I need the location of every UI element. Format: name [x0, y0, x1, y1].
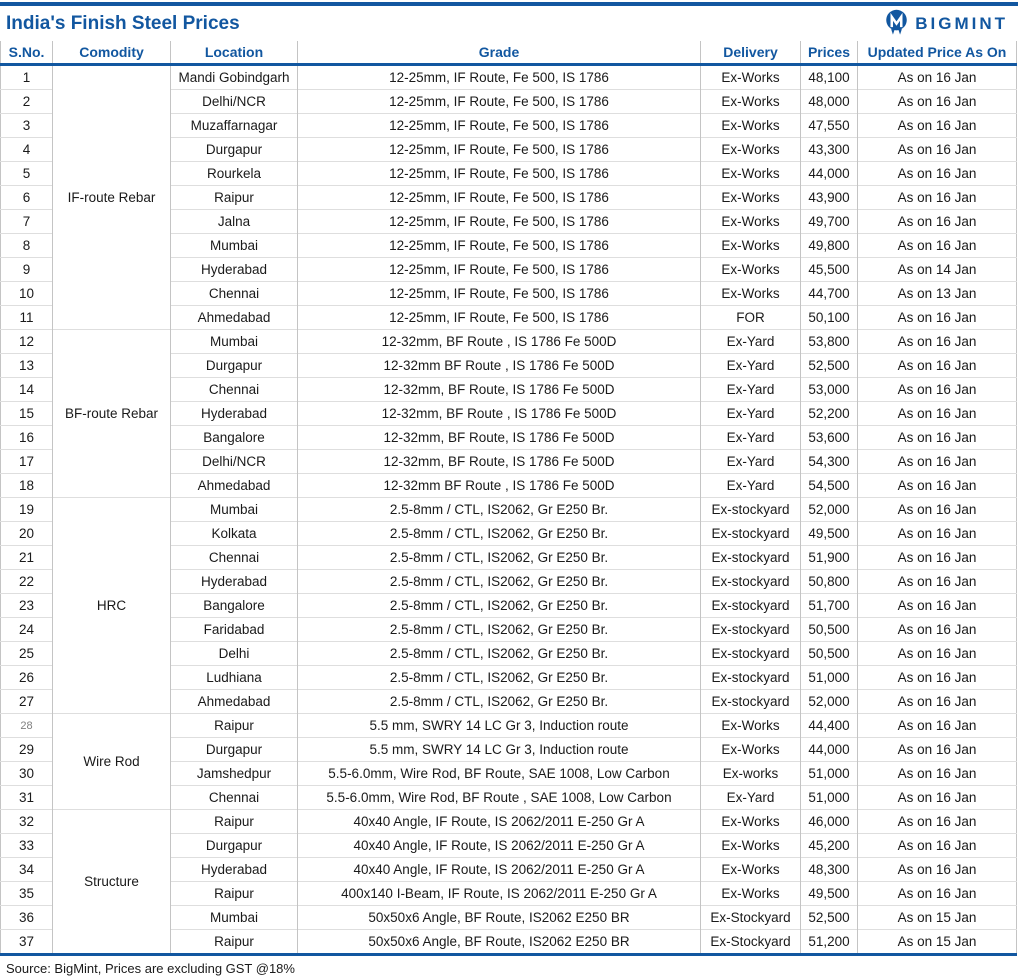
updated-cell: As on 16 Jan	[858, 714, 1017, 738]
updated-cell: As on 14 Jan	[858, 258, 1017, 282]
delivery-cell: Ex-Yard	[701, 402, 801, 426]
delivery-cell: Ex-Works	[701, 234, 801, 258]
delivery-cell: Ex-Works	[701, 738, 801, 762]
location-cell: Ahmedabad	[171, 474, 298, 498]
grade-cell: 40x40 Angle, IF Route, IS 2062/2011 E-250 Gr A	[298, 810, 701, 834]
grade-cell: 2.5-8mm / CTL, IS2062, Gr E250 Br.	[298, 690, 701, 714]
location-cell: Durgapur	[171, 354, 298, 378]
bigmint-logo	[883, 9, 1008, 39]
delivery-cell: Ex-Works	[701, 90, 801, 114]
price-cell: 43,900	[801, 186, 858, 210]
updated-cell: As on 16 Jan	[858, 450, 1017, 474]
bigmint-m-circle-icon	[883, 9, 910, 39]
grade-cell: 12-32mm, BF Route , IS 1786 Fe 500D	[298, 330, 701, 354]
sno-cell: 7	[1, 210, 53, 234]
location-cell: Hyderabad	[171, 402, 298, 426]
delivery-cell: Ex-works	[701, 762, 801, 786]
price-cell: 47,550	[801, 114, 858, 138]
col-header-updated: Updated Price As On	[858, 41, 1017, 65]
price-cell: 50,500	[801, 618, 858, 642]
delivery-cell: Ex-stockyard	[701, 642, 801, 666]
updated-cell: As on 16 Jan	[858, 594, 1017, 618]
commodity-cell: IF-route Rebar	[53, 65, 171, 330]
sno-cell: 28	[1, 714, 53, 738]
location-cell: Faridabad	[171, 618, 298, 642]
location-cell: Kolkata	[171, 522, 298, 546]
price-cell: 51,200	[801, 930, 858, 955]
updated-cell: As on 16 Jan	[858, 858, 1017, 882]
price-cell: 51,000	[801, 786, 858, 810]
sno-cell: 27	[1, 690, 53, 714]
delivery-cell: Ex-Works	[701, 186, 801, 210]
delivery-cell: Ex-Works	[701, 810, 801, 834]
location-cell: Chennai	[171, 786, 298, 810]
sno-cell: 21	[1, 546, 53, 570]
sno-cell: 5	[1, 162, 53, 186]
grade-cell: 12-25mm, IF Route, Fe 500, IS 1786	[298, 162, 701, 186]
location-cell: Durgapur	[171, 738, 298, 762]
sno-cell: 1	[22, 70, 31, 85]
sno-cell: 35	[1, 882, 53, 906]
sno-cell: 15	[1, 402, 53, 426]
price-cell: 52,200	[801, 402, 858, 426]
grade-cell: 2.5-8mm / CTL, IS2062, Gr E250 Br.	[298, 594, 701, 618]
price-cell: 51,000	[801, 762, 858, 786]
col-header-grade: Grade	[298, 41, 701, 65]
price-cell: 45,200	[801, 834, 858, 858]
header-bar	[0, 6, 1018, 41]
grade-cell: 5.5 mm, SWRY 14 LC Gr 3, Induction route	[298, 738, 701, 762]
commodity-cell: Structure	[53, 810, 171, 955]
grade-cell: 40x40 Angle, IF Route, IS 2062/2011 E-250 Gr A	[298, 834, 701, 858]
table-body	[1, 65, 1017, 955]
price-cell: 53,800	[801, 330, 858, 354]
price-cell: 48,100	[801, 65, 858, 90]
sno-cell: 16	[1, 426, 53, 450]
grade-cell: 12-25mm, IF Route, Fe 500, IS 1786	[298, 186, 701, 210]
col-header-delivery: Delivery	[701, 41, 801, 65]
updated-cell: As on 16 Jan	[858, 690, 1017, 714]
delivery-cell: Ex-stockyard	[701, 570, 801, 594]
sno-cell: 33	[1, 834, 53, 858]
delivery-cell: Ex-Works	[701, 714, 801, 738]
sno-cell: 19	[1, 498, 53, 522]
sno-cell: 20	[1, 522, 53, 546]
updated-cell: As on 16 Jan	[858, 498, 1017, 522]
price-cell: 52,000	[801, 498, 858, 522]
updated-cell: As on 13 Jan	[858, 282, 1017, 306]
grade-cell: 2.5-8mm / CTL, IS2062, Gr E250 Br.	[298, 498, 701, 522]
price-cell: 49,500	[801, 522, 858, 546]
sno-cell: 13	[1, 354, 53, 378]
location-cell: Delhi/NCR	[171, 90, 298, 114]
updated-cell: As on 16 Jan	[858, 762, 1017, 786]
sno-cell: 25	[1, 642, 53, 666]
logo-wordmark: BIGMINT	[915, 14, 1008, 33]
updated-cell: As on 16 Jan	[858, 90, 1017, 114]
location-cell: Mandi Gobindgarh	[171, 65, 298, 90]
sno-cell: 4	[1, 138, 53, 162]
updated-cell: As on 16 Jan	[858, 546, 1017, 570]
sno-cell: 9	[1, 258, 53, 282]
prices-table	[0, 41, 1017, 956]
grade-cell: 12-25mm, IF Route, Fe 500, IS 1786	[298, 306, 701, 330]
sno-cell: 31	[1, 786, 53, 810]
sno-cell: 22	[1, 570, 53, 594]
updated-cell: As on 16 Jan	[858, 210, 1017, 234]
price-cell: 49,700	[801, 210, 858, 234]
location-cell: Bangalore	[171, 594, 298, 618]
delivery-cell: Ex-Works	[701, 65, 801, 90]
updated-cell: As on 16 Jan	[858, 570, 1017, 594]
price-cell: 49,800	[801, 234, 858, 258]
commodity-cell: HRC	[53, 498, 171, 714]
updated-cell: As on 16 Jan	[858, 522, 1017, 546]
grade-cell: 12-32mm, BF Route , IS 1786 Fe 500D	[298, 402, 701, 426]
price-cell: 50,100	[801, 306, 858, 330]
sno-cell: 34	[1, 858, 53, 882]
grade-cell: 12-32mm, BF Route, IS 1786 Fe 500D	[298, 450, 701, 474]
updated-cell: As on 16 Jan	[858, 882, 1017, 906]
delivery-cell: FOR	[701, 306, 801, 330]
price-cell: 48,000	[801, 90, 858, 114]
location-cell: Ludhiana	[171, 666, 298, 690]
grade-cell: 50x50x6 Angle, BF Route, IS2062 E250 BR	[298, 930, 701, 955]
updated-cell: As on 16 Jan	[858, 474, 1017, 498]
grade-cell: 2.5-8mm / CTL, IS2062, Gr E250 Br.	[298, 570, 701, 594]
commodity-cell: BF-route Rebar	[53, 330, 171, 498]
location-cell: Mumbai	[171, 330, 298, 354]
sno-cell: 14	[1, 378, 53, 402]
col-header-location: Location	[171, 41, 298, 65]
grade-cell: 12-32mm BF Route , IS 1786 Fe 500D	[298, 354, 701, 378]
price-cell: 44,000	[801, 738, 858, 762]
delivery-cell: Ex-Yard	[701, 378, 801, 402]
updated-cell: As on 16 Jan	[858, 65, 1017, 90]
delivery-cell: Ex-stockyard	[701, 618, 801, 642]
sno-cell: 11	[1, 306, 53, 330]
price-cell: 54,300	[801, 450, 858, 474]
table-header-row	[1, 41, 1017, 65]
delivery-cell: Ex-stockyard	[701, 522, 801, 546]
sno-cell: 23	[1, 594, 53, 618]
delivery-cell: Ex-Yard	[701, 450, 801, 474]
location-cell: Raipur	[171, 930, 298, 955]
price-cell: 43,300	[801, 138, 858, 162]
updated-cell: As on 16 Jan	[858, 114, 1017, 138]
delivery-cell: Ex-Works	[701, 282, 801, 306]
commodity-cell: Wire Rod	[53, 714, 171, 810]
table-row	[1, 810, 1017, 834]
location-cell: Jamshedpur	[171, 762, 298, 786]
delivery-cell: Ex-Works	[701, 138, 801, 162]
updated-cell: As on 16 Jan	[858, 738, 1017, 762]
delivery-cell: Ex-Works	[701, 882, 801, 906]
delivery-cell: Ex-Yard	[701, 786, 801, 810]
updated-cell: As on 16 Jan	[858, 138, 1017, 162]
table-row	[1, 714, 1017, 738]
delivery-cell: Ex-Works	[701, 858, 801, 882]
sno-cell: 17	[1, 450, 53, 474]
grade-cell: 12-25mm, IF Route, Fe 500, IS 1786	[298, 138, 701, 162]
price-cell: 44,000	[801, 162, 858, 186]
price-cell: 52,500	[801, 354, 858, 378]
location-cell: Delhi	[171, 642, 298, 666]
sno-cell: 2	[1, 90, 53, 114]
location-cell: Raipur	[171, 810, 298, 834]
location-cell: Jalna	[171, 210, 298, 234]
grade-cell: 2.5-8mm / CTL, IS2062, Gr E250 Br.	[298, 546, 701, 570]
price-cell: 54,500	[801, 474, 858, 498]
location-cell: Ahmedabad	[171, 306, 298, 330]
location-cell: Ahmedabad	[171, 690, 298, 714]
updated-cell: As on 16 Jan	[858, 786, 1017, 810]
updated-cell: As on 15 Jan	[858, 906, 1017, 930]
location-cell: Chennai	[171, 546, 298, 570]
updated-cell: As on 16 Jan	[858, 810, 1017, 834]
location-cell: Durgapur	[171, 138, 298, 162]
sno-cell: 36	[1, 906, 53, 930]
updated-cell: As on 16 Jan	[858, 618, 1017, 642]
updated-cell: As on 16 Jan	[858, 666, 1017, 690]
updated-cell: As on 16 Jan	[858, 426, 1017, 450]
table-row	[1, 498, 1017, 522]
grade-cell: 5.5-6.0mm, Wire Rod, BF Route , SAE 1008, Low Carbon	[298, 786, 701, 810]
location-cell: Mumbai	[171, 906, 298, 930]
sno-cell: 8	[1, 234, 53, 258]
price-cell: 48,300	[801, 858, 858, 882]
price-cell: 44,400	[801, 714, 858, 738]
sno-cell: 12	[1, 330, 53, 354]
location-cell: Raipur	[171, 186, 298, 210]
sno-cell: 30	[1, 762, 53, 786]
updated-cell: As on 16 Jan	[858, 234, 1017, 258]
delivery-cell: Ex-Yard	[701, 474, 801, 498]
updated-cell: As on 16 Jan	[858, 642, 1017, 666]
grade-cell: 2.5-8mm / CTL, IS2062, Gr E250 Br.	[298, 618, 701, 642]
price-cell: 51,700	[801, 594, 858, 618]
location-cell: Chennai	[171, 378, 298, 402]
col-header-comodity: Comodity	[53, 41, 171, 65]
delivery-cell: Ex-Yard	[701, 330, 801, 354]
grade-cell: 5.5-6.0mm, Wire Rod, BF Route, SAE 1008, Low Carbon	[298, 762, 701, 786]
page-title: India's Finish Steel Prices	[6, 13, 240, 34]
delivery-cell: Ex-Works	[701, 258, 801, 282]
grade-cell: 12-32mm BF Route , IS 1786 Fe 500D	[298, 474, 701, 498]
price-cell: 50,800	[801, 570, 858, 594]
updated-cell: As on 16 Jan	[858, 834, 1017, 858]
delivery-cell: Ex-stockyard	[701, 594, 801, 618]
grade-cell: 12-32mm, BF Route, IS 1786 Fe 500D	[298, 378, 701, 402]
updated-cell: As on 15 Jan	[858, 930, 1017, 955]
delivery-cell: Ex-stockyard	[701, 690, 801, 714]
sno-cell: 29	[1, 738, 53, 762]
grade-cell: 12-25mm, IF Route, Fe 500, IS 1786	[298, 114, 701, 138]
grade-cell: 2.5-8mm / CTL, IS2062, Gr E250 Br.	[298, 522, 701, 546]
updated-cell: As on 16 Jan	[858, 378, 1017, 402]
grade-cell: 2.5-8mm / CTL, IS2062, Gr E250 Br.	[298, 666, 701, 690]
price-cell: 51,900	[801, 546, 858, 570]
table-row	[1, 330, 1017, 354]
updated-cell: As on 16 Jan	[858, 402, 1017, 426]
table-row	[1, 65, 1017, 90]
location-cell: Hyderabad	[171, 570, 298, 594]
sno-cell: 37	[1, 930, 53, 955]
grade-cell: 50x50x6 Angle, BF Route, IS2062 E250 BR	[298, 906, 701, 930]
delivery-cell: Ex-Yard	[701, 426, 801, 450]
price-cell: 52,500	[801, 906, 858, 930]
updated-cell: As on 16 Jan	[858, 306, 1017, 330]
sno-cell: 3	[1, 114, 53, 138]
delivery-cell: Ex-stockyard	[701, 546, 801, 570]
grade-cell: 12-25mm, IF Route, Fe 500, IS 1786	[298, 282, 701, 306]
col-header-prices: Prices	[801, 41, 858, 65]
sno-cell: 24	[1, 618, 53, 642]
price-cell: 45,500	[801, 258, 858, 282]
grade-cell: 400x140 I-Beam, IF Route, IS 2062/2011 E-250 Gr A	[298, 882, 701, 906]
price-cell: 50,500	[801, 642, 858, 666]
grade-cell: 12-25mm, IF Route, Fe 500, IS 1786	[298, 90, 701, 114]
sno-cell: 18	[1, 474, 53, 498]
price-cell: 49,500	[801, 882, 858, 906]
grade-cell: 5.5 mm, SWRY 14 LC Gr 3, Induction route	[298, 714, 701, 738]
grade-cell: 12-25mm, IF Route, Fe 500, IS 1786	[298, 234, 701, 258]
col-header-sno: S.No.	[1, 41, 53, 65]
grade-cell: 2.5-8mm / CTL, IS2062, Gr E250 Br.	[298, 642, 701, 666]
updated-cell: As on 16 Jan	[858, 162, 1017, 186]
location-cell: Hyderabad	[171, 858, 298, 882]
location-cell: Mumbai	[171, 234, 298, 258]
location-cell: Bangalore	[171, 426, 298, 450]
grade-cell: 12-25mm, IF Route, Fe 500, IS 1786	[298, 210, 701, 234]
location-cell: Mumbai	[171, 498, 298, 522]
location-cell: Muzaffarnagar	[171, 114, 298, 138]
location-cell: Delhi/NCR	[171, 450, 298, 474]
price-cell: 46,000	[801, 810, 858, 834]
location-cell: Hyderabad	[171, 258, 298, 282]
updated-cell: As on 16 Jan	[858, 330, 1017, 354]
sno-cell: 26	[1, 666, 53, 690]
price-cell: 44,700	[801, 282, 858, 306]
price-cell: 52,000	[801, 690, 858, 714]
location-cell: Raipur	[171, 714, 298, 738]
updated-cell: As on 16 Jan	[858, 186, 1017, 210]
price-cell: 53,000	[801, 378, 858, 402]
delivery-cell: Ex-stockyard	[701, 666, 801, 690]
location-cell: Chennai	[171, 282, 298, 306]
grade-cell: 12-25mm, IF Route, Fe 500, IS 1786	[298, 65, 701, 90]
delivery-cell: Ex-Works	[701, 162, 801, 186]
sno-cell: 6	[1, 186, 53, 210]
price-cell: 51,000	[801, 666, 858, 690]
price-cell: 53,600	[801, 426, 858, 450]
updated-cell: As on 16 Jan	[858, 354, 1017, 378]
location-cell: Rourkela	[171, 162, 298, 186]
delivery-cell: Ex-stockyard	[701, 498, 801, 522]
grade-cell: 40x40 Angle, IF Route, IS 2062/2011 E-250 Gr A	[298, 858, 701, 882]
location-cell: Raipur	[171, 882, 298, 906]
delivery-cell: Ex-Works	[701, 210, 801, 234]
sno-cell: 32	[1, 810, 53, 834]
delivery-cell: Ex-Yard	[701, 354, 801, 378]
delivery-cell: Ex-Works	[701, 114, 801, 138]
location-cell: Durgapur	[171, 834, 298, 858]
source-note: Source: BigMint, Prices are excluding GST @18%	[6, 961, 295, 976]
delivery-cell: Ex-Stockyard	[701, 930, 801, 955]
delivery-cell: Ex-Stockyard	[701, 906, 801, 930]
delivery-cell: Ex-Works	[701, 834, 801, 858]
sno-cell: 10	[1, 282, 53, 306]
grade-cell: 12-25mm, IF Route, Fe 500, IS 1786	[298, 258, 701, 282]
grade-cell: 12-32mm, BF Route, IS 1786 Fe 500D	[298, 426, 701, 450]
